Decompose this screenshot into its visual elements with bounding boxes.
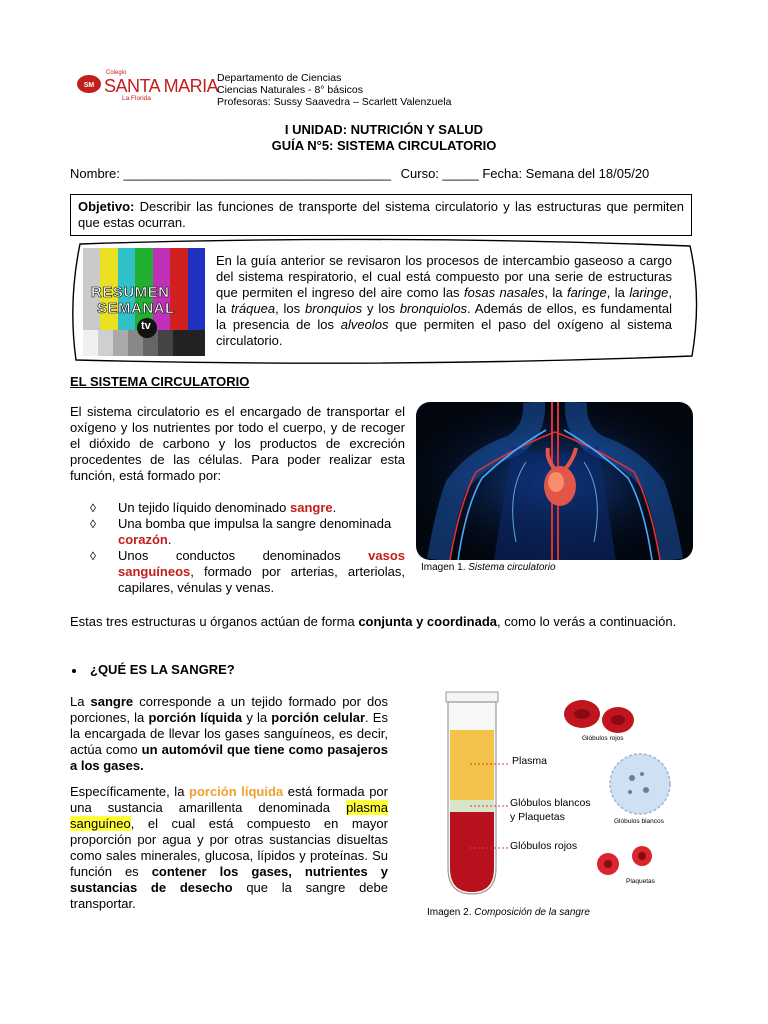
test-tube-diagram (430, 682, 706, 904)
tv-badge: tv (141, 320, 151, 332)
logo-sub: La Florida (122, 95, 151, 102)
objective-label: Objetivo: (78, 199, 135, 214)
header-subject: Ciencias Naturales - 8° básicos (217, 84, 364, 96)
circulatory-body-icon (416, 402, 693, 560)
label-wbc-line1: Glóbulos blancos (510, 797, 591, 809)
tube-rim (446, 692, 498, 702)
red-blood-cells-icon (564, 700, 634, 733)
unit-title: I UNIDAD: NUTRICIÓN Y SALUD (284, 122, 484, 137)
white-blood-cell-icon (610, 754, 670, 814)
bullet-dot-icon (72, 669, 76, 673)
circulatory-system-image (416, 402, 693, 560)
summary-text: En la guía anterior se revisaron los procesos de intercambio gaseoso a cargo del sistema respiratorio, el cual está compuesto por una serie de estructuras que permiten el ingreso del aire como las fosas nasales, la faringe, la laringe, la tráquea, los bronquios y los bronquiolos. Además de ellos, es fundamental la presencia de los alveolos que permiten el paso del oxígeno al sistema circulatorio. (216, 253, 672, 348)
red-cell-layer (450, 812, 494, 892)
header-department: Departamento de Ciencias (217, 72, 342, 84)
guide-title: GUÍA N°5: SISTEMA CIRCULATORIO (271, 138, 497, 153)
label-small-platelets: Plaquetas (626, 878, 655, 885)
section-heading-blood: ¿QUÉ ES LA SANGRE? (72, 662, 235, 677)
list-item: ◊ Unos conductos denominados vasos sanguíneos, formado por arterias, arteriolas, capilares, vénulas y venas. (90, 548, 405, 595)
name-blank: _____________________________________ (123, 166, 391, 181)
blood-paragraph-1: La sangre corresponde a un tejido formado por dos porciones, la porción líquida y la porción celular. Es la encargada de llevar los gases sanguíneos, es decir, actúa como un automóvil que tiene como pasajeros a los gases. (70, 694, 388, 773)
label-rbc: Glóbulos rojos (510, 840, 578, 852)
label-small-wbc: Glóbulos blancos (614, 818, 664, 825)
objective-text: Describir las funciones de transporte del sistema circulatorio y las estructuras que permiten que estas ocurran. (78, 199, 684, 230)
label-small-rbc: Glóbulos rojos (582, 735, 624, 742)
bullet-icon: ◊ (90, 517, 96, 531)
objective-box (70, 194, 692, 236)
course-blank: _____ (442, 166, 479, 181)
list-item: ◊ Un tejido líquido denominado sangre. (90, 500, 337, 515)
name-label: Nombre: (70, 166, 120, 181)
platelets-icon (597, 846, 652, 875)
tv-text-resumen: RESUMEN (91, 284, 170, 301)
list-item: ◊ Una bomba que impulsa la sangre denominada corazón. (90, 516, 392, 547)
tv-summary-image (83, 248, 205, 356)
image2-caption: Imagen 2. Composición de la sangre (427, 907, 590, 918)
tv-text-semanal: SEMANAL (97, 300, 175, 317)
structure-list (70, 500, 405, 596)
plasma-layer (450, 730, 494, 800)
bullet-icon: ◊ (90, 549, 96, 563)
logo-small: Colegio (106, 70, 127, 76)
school-logo (74, 70, 219, 106)
logo-badge: SM (83, 82, 95, 89)
form-line (70, 166, 649, 181)
section-heading-circulatory: EL SISTEMA CIRCULATORIO (70, 374, 250, 389)
logo-name: SANTA MARIA (104, 76, 219, 96)
label-wbc-line2: y Plaquetas (510, 811, 565, 823)
label-plasma: Plasma (512, 755, 548, 767)
bullet-icon: ◊ (90, 501, 96, 515)
circulatory-intro: El sistema circulatorio es el encargado de transportar el oxígeno y los nutrientes por todo el cuerpo, y de recoger el dióxido de carbono y los productos de excreción procedentes de las células. Para poder realizar esta función, está formado por: (70, 404, 405, 483)
date-label: Fecha: Semana del 18/05/20 (482, 166, 650, 181)
image1-caption: Imagen 1. Sistema circulatorio (421, 562, 556, 573)
circulatory-closing: Estas tres estructuras u órganos actúan de forma conjunta y coordinada, como lo verás a continuación. (70, 614, 677, 629)
header-teachers: Profesoras: Sussy Saavedra – Scarlett Valenzuela (217, 96, 452, 108)
course-label: Curso: (400, 166, 439, 181)
blood-composition-image (430, 682, 706, 904)
blood-paragraph-2: Específicamente, la porción líquida está formada por una sustancia amarillenta denominada plasma sanguíneo, el cual está compuesto en mayor proporción por agua y por otras sustancias disueltas como sales minerales, glucosa, lípidos y proteínas. Su función es contener los gases, nutrientes y sustancias de desecho que la sangre debe transportar. (70, 784, 388, 911)
